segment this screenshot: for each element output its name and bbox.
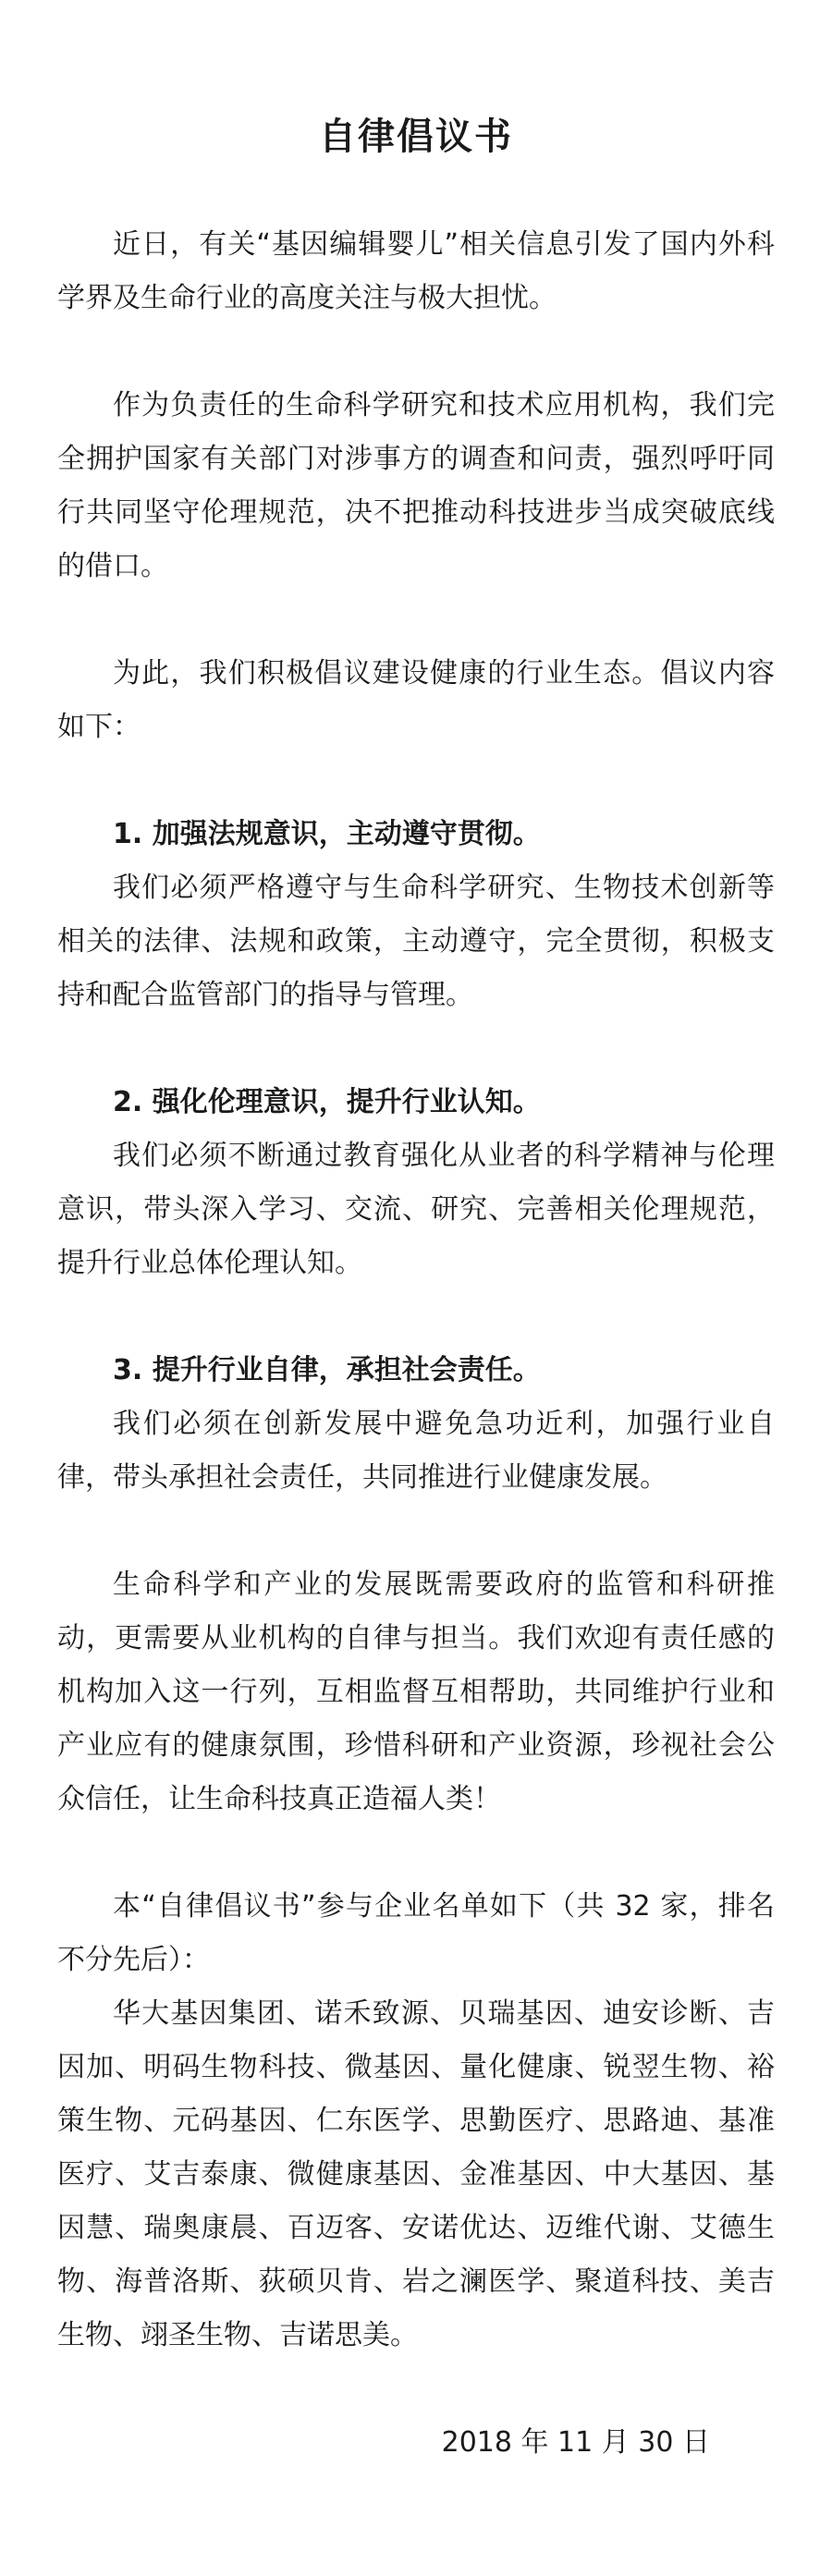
initiative-heading-3: 3. 提升行业自律，承担社会责任。 bbox=[113, 1354, 541, 1386]
spacer bbox=[57, 2362, 775, 2416]
document-date: 2018 年 11 月 30 日 bbox=[441, 2426, 710, 2459]
spacer bbox=[57, 1505, 775, 1558]
participants-intro: 本“自律倡议书”参与企业名单如下（共 32 家，排名不分先后）： bbox=[57, 1890, 775, 1976]
spacer bbox=[57, 1290, 775, 1344]
initiative-body-2: 我们必须不断通过教育强化从业者的科学精神与伦理意识，带头深入学习、交流、研究、完善相关伦理规范，提升行业总体伦理认知。 bbox=[57, 1140, 775, 1279]
document-title: 自律倡议书 bbox=[319, 116, 513, 158]
initiative-lead-paragraph: 为此，我们积极倡议建设健康的行业生态。倡议内容如下： bbox=[57, 657, 775, 743]
spacer bbox=[57, 1022, 775, 1076]
stance-paragraph: 作为负责任的生命科学研究和技术应用机构，我们完全拥护国家有关部门对涉事方的调查和问责，强烈呼吁同行共同坚守伦理规范，决不把推动科技进步当成突破底线的借口。 bbox=[57, 389, 775, 582]
initiative-body-1: 我们必须严格遵守与生命科学研究、生物技术创新等相关的法律、法规和政策，主动遵守，完全贯彻，积极支持和配合监管部门的指导与管理。 bbox=[57, 872, 775, 1011]
initiative-body-3: 我们必须在创新发展中避免急功近利，加强行业自律，带头承担社会责任，共同推进行业健康发展。 bbox=[57, 1408, 775, 1494]
spacer bbox=[57, 325, 775, 379]
closing-paragraph: 生命科学和产业的发展既需要政府的监管和科研推动，更需要从业机构的自律与担当。我们欢迎有责任感的机构加入这一行列，互相监督互相帮助，共同维护行业和产业应有的健康氛围，珍惜科研和产业资源，珍视社会公众信任，让生命科技真正造福人类！ bbox=[57, 1569, 775, 1815]
spacer bbox=[57, 593, 775, 647]
spacer bbox=[57, 1826, 775, 1880]
initiative-heading-2: 2. 强化伦理意识，提升行业认知。 bbox=[113, 1086, 541, 1118]
initiative-heading-1: 1. 加强法规意识，主动遵守贯彻。 bbox=[113, 818, 541, 850]
spacer bbox=[57, 754, 775, 808]
participants-list: 华大基因集团、诺禾致源、贝瑞基因、迪安诊断、吉因加、明码生物科技、微基因、量化健康、锐翌生物、裕策生物、元码基因、仁东医学、思勤医疗、思路迪、基准医疗、艾吉泰康、微健康基因、金准基因、中大基因、基因慧、瑞奥康晨、百迈客、安诺优达、迈维代谢、艾德生物、海普洛斯、荻硕贝肯、岩之澜医学、聚道科技、美吉生物、翊圣生物、吉诺思美。 bbox=[57, 1997, 775, 2351]
intro-paragraph: 近日，有关“基因编辑婴儿”相关信息引发了国内外科学界及生命行业的高度关注与极大担忧。 bbox=[57, 228, 775, 314]
